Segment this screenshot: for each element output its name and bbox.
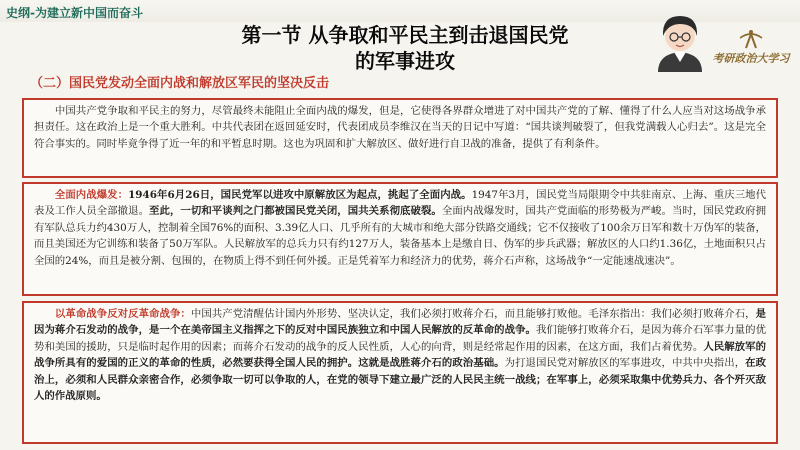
civil-war-bold-1: 1946年6月26日，国民党军以进攻中原解放区为起点，挑起了全面内战。 (128, 189, 472, 201)
text-box-civil-war (22, 182, 778, 296)
civil-war-bold-2: 至此，一切和平谈判之门都被国民党关闭，国共关系彻底破裂。 (149, 205, 442, 218)
intro-text: 中国共产党争取和平民主的努力，尽管最终未能阻止全面内战的爆发，但是，它使得各界群众增进了对中国共产党的了解、懂得了什么人应当对这场战争承担责任。这在政治上是一个重大胜利。中共代表团在返回延安时，代表团成员李维汉在当天的日记中写道：“国共谈判破裂了，但我党满载人心归去”。这是完全符合事实的。同时毕竟争得了近一年的和平暂息时期。这也为巩固和扩大解放区、做好进行自卫战的准备，提供了有利条件。 (34, 105, 766, 150)
brand-logo (710, 28, 792, 68)
brand-text: 考研政治大学习 (712, 52, 790, 65)
page-title-line-1: 第一节 从争取和平民主到击退国民党 (241, 23, 569, 47)
page-title (170, 22, 640, 74)
page-title-line-2: 的军事进攻 (355, 49, 455, 73)
revolutionary-war-text-3: 为打退国民党对解放区的军事进攻，中共中央指出， (504, 357, 746, 370)
revolutionary-war-text-1: 中国共产党清醒估计国内外形势、坚决认定，我们必须打败蒋介石，而且能够打败他。毛泽东指出：我们必须打败蒋介石， (190, 308, 756, 320)
revolutionary-war-bold-1: 是因为蒋介石发动的战争，是一个在美帝国主义指挥之下的反对中国民族独立和中国人民解放的反革命的战争。 (34, 308, 767, 337)
cartoon-avatar-icon (650, 10, 710, 74)
civil-war-text-2: 全面内战爆发时，国共产党面临的形势极为严峻。当时，国民党政府拥有军队总兵力约430万人，控制着全国76%的面积、3.39亿人口、几乎所有的大城市和绝大部分铁路交通线；它不仅接收了100余万日军和数十万伪军的装备，而且美国还为它训练和装备了50万军队。人民解放军的总兵力只有约127万人，装备基本上是缴自日、伪军的步兵武器；解放区的人口约1.36亿，土地面积只占全国的24%，而且是被分割、包围的，在物质上得不到任何外援。正是凭着军力和经济力的优势，蒋介石声称，这场战争“一定能速战速决”。 (34, 205, 767, 267)
paragraph-intro (34, 103, 766, 152)
brand-logo-icon (710, 28, 792, 50)
section-subtitle: （二）国民党发动全面内战和解放区军民的坚决反击 (30, 76, 330, 91)
paragraph-revolutionary-war (34, 306, 766, 404)
revolutionary-war-bold-3: 在政治上，必须和人民群众亲密合作，必须争取一切可以争取的人，在党的领导下建立最广泛的人民民主统一战线；在军事上，必须采取集中优势兵力、各个歼灭敌人的作战原则。 (34, 357, 767, 403)
revolutionary-war-bold-2: 人民解放军的战争所具有的爱国的正义的革命的性质，必然要获得全国人民的拥护。这就是战胜蒋介石的政治基础。 (34, 340, 766, 370)
text-box-intro (22, 98, 778, 178)
civil-war-text-1: 1947年3月，国民党当局限期令中共驻南京、上海、重庆三地代表及工作人员全部撤退。 (34, 189, 766, 218)
paragraph-civil-war (34, 187, 766, 269)
civil-war-label: 全面内战爆发： (54, 189, 129, 201)
course-name: 史纲-为建立新中国而奋斗 (6, 6, 143, 20)
revolutionary-war-text-2: 我们能够打败蒋介石，是因为蒋介石军事力量的优势和美国的援助，只是临时起作用的因素；而蒋介石发动的战争的反人民性质，人心的向背，则是经常起作用的因素，在这方面，我们占着优势。 (34, 324, 766, 353)
text-box-revolutionary-war (22, 301, 778, 444)
revolutionary-war-label: 以革命战争反对反革命战争： (54, 308, 191, 320)
